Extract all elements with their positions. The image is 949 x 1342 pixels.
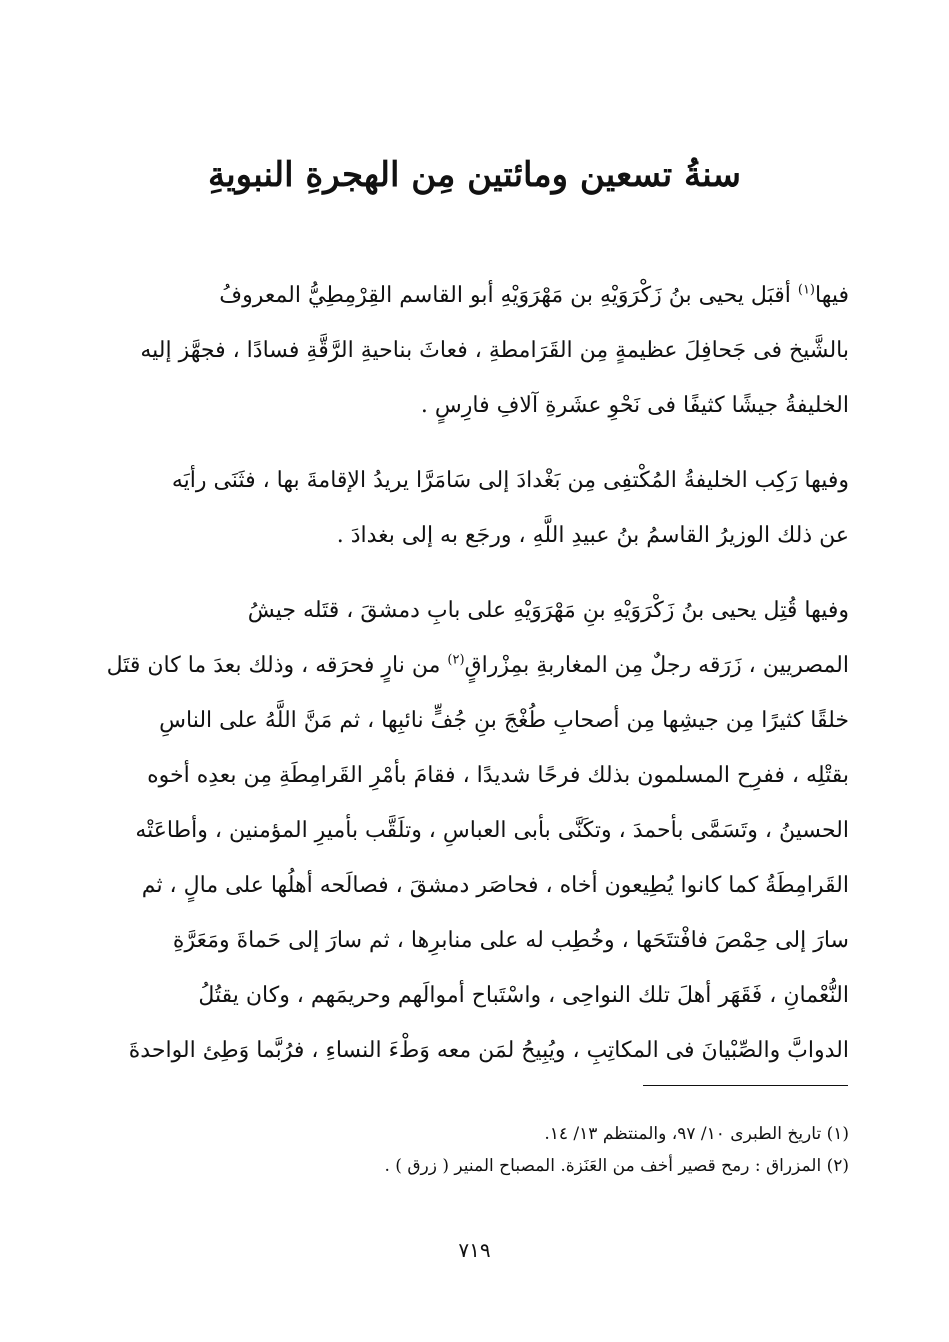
text-line: بقتْلِه ، ففرِح المسلمون بذلك فرحًا شديدًا ، فقامَ بأمْرِ القَرامِطَةِ مِن بعدِه أخوه	[147, 763, 849, 788]
footnote-1: (١) تاريخ الطبرى ١٠/ ٩٧، والمنتظم ١٣/ ١٤.	[544, 1124, 849, 1144]
page-number: ٧١٩	[458, 1238, 491, 1262]
main-text	[99, 268, 849, 1098]
footnotes	[99, 1118, 849, 1182]
text-line: الحسينُ ، وتَسَمَّى بأحمدَ ، وتكَنَّى بأبى العباسِ ، وتلَقَّب بأميرِ المؤمنين ، وأطاعَتْه	[135, 818, 849, 843]
text-line: النُّعْمانِ ، فَقَهَر أهلَ تلك النواحِى ، واسْتَباح أموالَهم وحريمَهم ، وكان يقتُلُ	[198, 983, 849, 1008]
text-line: سارَ إلى حِمْصَ فافْتتَحَها ، وخُطِب له على منابرِها ، ثم سارَ إلى حَماةَ ومَعَرَّةِ	[172, 928, 849, 953]
text-line: القَرامِطَةُ كما كانوا يُطِيعون أخاه ، فحاصَر دمشقَ ، فصالَحه أهلُها على مالٍ ، ثم	[141, 873, 849, 898]
chapter-title: سنةُ تسعين ومائتين مِن الهجرةِ النبويةِ	[207, 155, 742, 195]
footnote-reference-2[interactable]: (٢)	[447, 652, 465, 668]
text-line: وفيها رَكِب الخليفةُ المُكْتفِى مِن بَغْدادَ إلى سَامَرَّا يريدُ الإقامةَ بها ، فثَنَى رأيَه	[171, 468, 849, 493]
text-line: الخليفةُ جيشًا كثيفًا فى نَحْوِ عشَرةِ آلافِ فارِسٍ .	[420, 393, 849, 418]
text-line: الدوابَّ والصِّبْيانَ فى المكاتِبِ ، ويُبِيحُ لمَن معه وَطْءَ النساءِ ، فرُبَّما وَطِئ الواحدةَ	[128, 1038, 849, 1063]
text-line: عن ذلك الوزيرُ القاسمُ بنُ عبيدِ اللَّهِ ، ورجَع به إلى بغدادَ .	[336, 523, 849, 548]
footnote-divider	[643, 1085, 848, 1086]
paragraph-3	[99, 583, 849, 1078]
footnote-2: (٢) المزراق : رمح قصير أخف من العَنَزة. المصباح المنير ( زرق ) .	[384, 1156, 849, 1176]
text-line: بالشَّيخ فى جَحافِلَ عظيمةٍ مِن القَرَامطةِ ، فعاثَ بناحيةِ الرَّقَّةِ فسادًا ، فجهَّز إليه	[140, 338, 849, 363]
footnote-reference-1[interactable]: (١)	[797, 282, 815, 298]
text-line: وفيها قُتِل يحيى بنُ زَكْرَوَيْهِ بنِ مَهْرَوَيْهِ على بابِ دمشقَ ، قتَله جيشُ	[247, 598, 849, 623]
text-line: خلقًا كثيرًا مِن جيشِها مِن أصحابِ طُغْجَ بنِ جُفٍّ نائبِها ، ثم مَنَّ اللَّهُ على الناسِ	[159, 708, 849, 733]
paragraph-1	[99, 268, 849, 433]
paragraph-2	[99, 453, 849, 563]
text-line: المصريين ، زَرَقه رجلٌ مِن المغاربةِ بمِزْراقٍ$^{(٢)}$ من نارٍ فحرَقه ، وذلك بعدَ ما كان قتَل	[106, 652, 849, 678]
text-line: فيها$^{(١)}$ أقبَل يحيى بنُ زَكْرَوَيْهِ بن مَهْرَوَيْهِ أبو القاسم القِرْمِطِيُّ المعروفُ	[219, 282, 849, 308]
